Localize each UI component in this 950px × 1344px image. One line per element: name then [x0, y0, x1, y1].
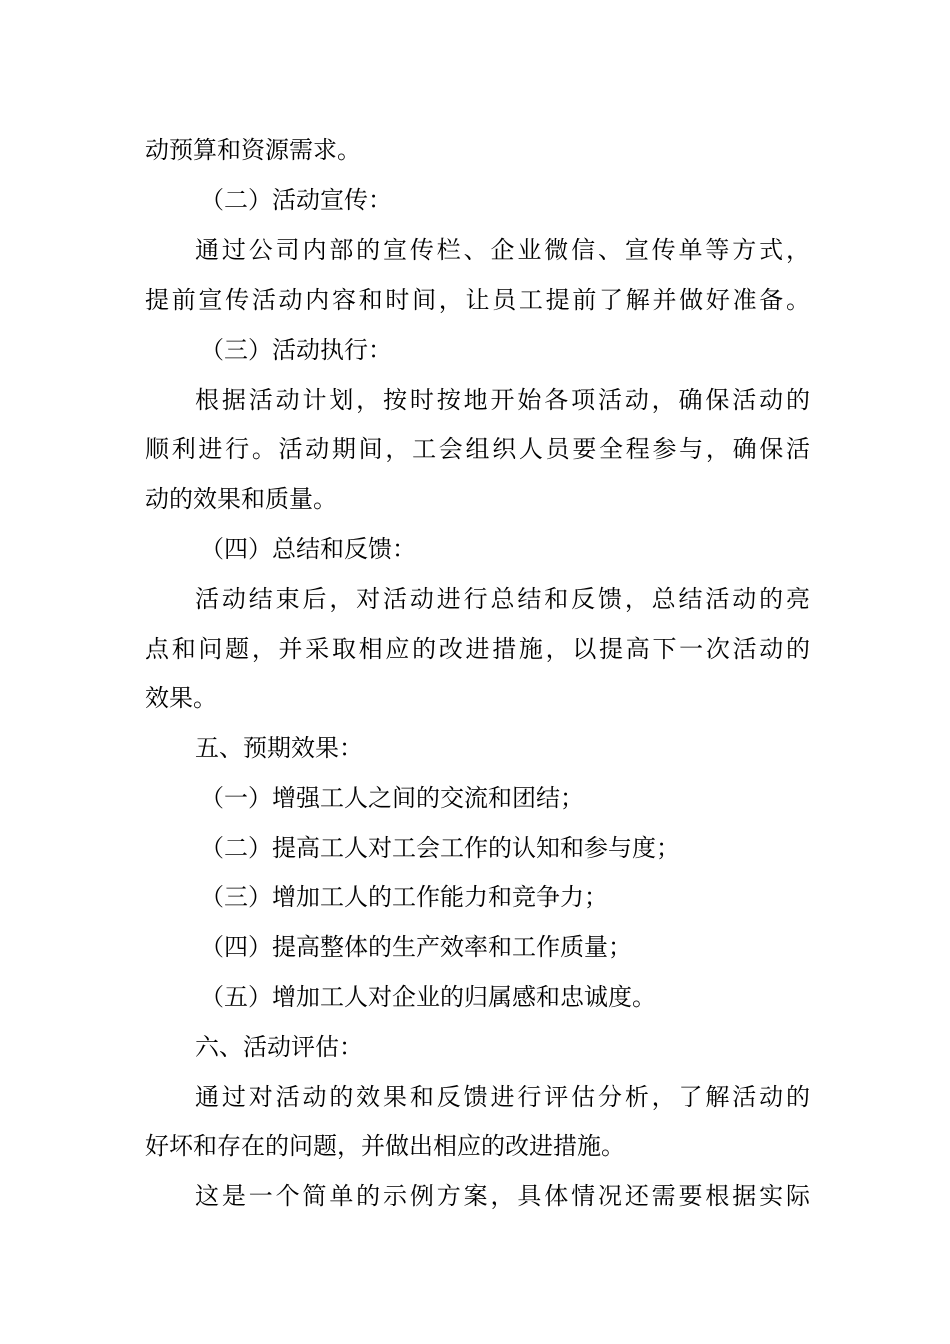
list-item: （一）增强工人之间的交流和团结； [200, 784, 584, 812]
paragraph-line: 这是一个简单的示例方案，具体情况还需要根据实际 [195, 1182, 810, 1210]
section-heading: 五、预期效果： [195, 734, 363, 762]
list-item: （三）增加工人的工作能力和竞争力； [200, 883, 608, 911]
paragraph-line: 动的效果和质量。 [145, 485, 337, 513]
paragraph-line: 好坏和存在的问题，并做出相应的改进措施。 [145, 1132, 625, 1160]
paragraph-line: 通过对活动的效果和反馈进行评估分析，了解活动的 [195, 1083, 810, 1111]
paragraph-line: 点和问题，并采取相应的改进措施，以提高下一次活动的 [145, 635, 810, 663]
list-item: （四）提高整体的生产效率和工作质量； [200, 933, 632, 961]
list-item: （五）增加工人对企业的归属感和忠诚度。 [200, 983, 656, 1011]
paragraph-line: 提前宣传活动内容和时间，让员工提前了解并做好准备。 [145, 286, 810, 314]
paragraph-line: 效果。 [145, 684, 217, 712]
list-item: （二）提高工人对工会工作的认知和参与度； [200, 834, 680, 862]
paragraph-line: 活动结束后，对活动进行总结和反馈，总结活动的亮 [195, 585, 810, 613]
section-heading: （三）活动执行： [200, 336, 392, 364]
paragraph-line: 动预算和资源需求。 [145, 136, 361, 164]
paragraph-line: 根据活动计划，按时按地开始各项活动，确保活动的 [195, 386, 810, 414]
paragraph-line: 顺利进行。活动期间，工会组织人员要全程参与，确保活 [145, 435, 810, 463]
paragraph-line: 通过公司内部的宣传栏、企业微信、宣传单等方式， [195, 236, 810, 264]
section-heading: （二）活动宣传： [200, 186, 392, 214]
section-heading: （四）总结和反馈： [200, 535, 416, 563]
section-heading: 六、活动评估： [195, 1033, 363, 1061]
